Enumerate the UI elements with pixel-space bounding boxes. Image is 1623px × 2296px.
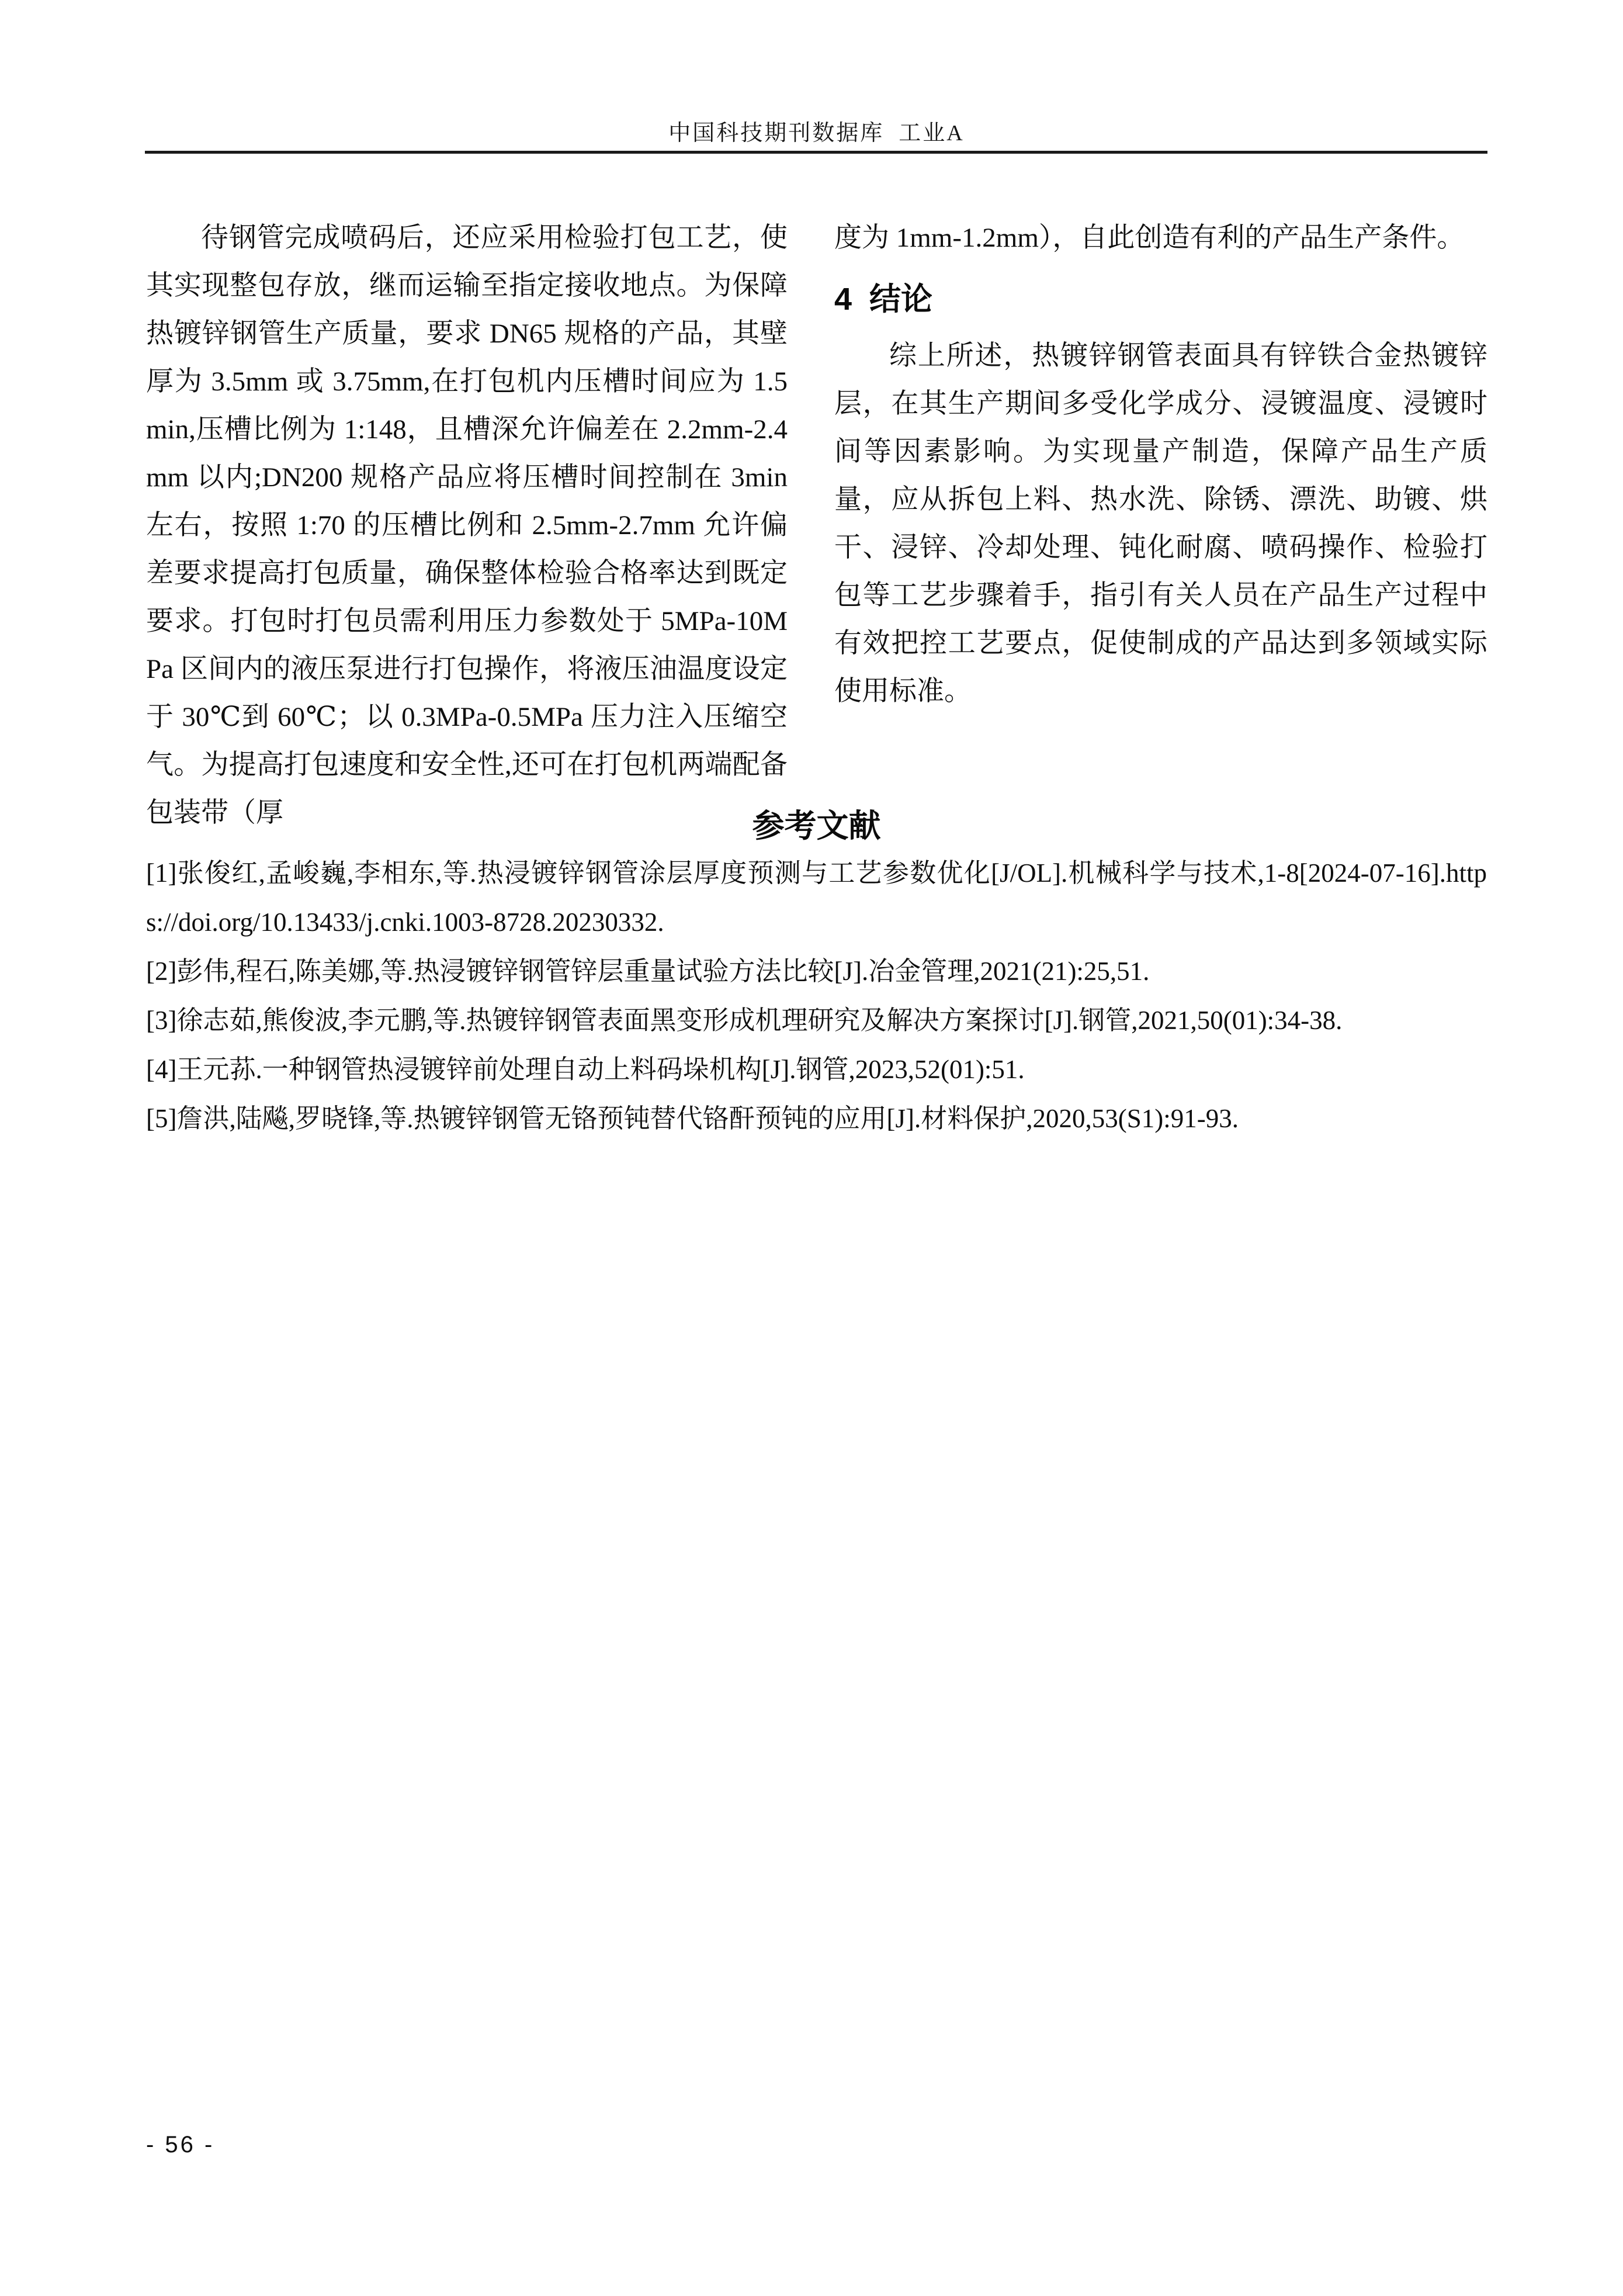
references-list [146,849,1487,1143]
reference-item: [5]詹洪,陆飚,罗晓锋,等.热镀锌钢管无铬预钝替代铬酐预钝的应用[J].材料保护,2020,53(S1):91-93. [146,1104,1239,1133]
reference-item: [2]彭伟,程石,陈美娜,等.热浸镀锌钢管锌层重量试验方法比较[J].冶金管理,2021(21):25,51. [146,957,1150,986]
reference-item: [1]张俊红,孟峻巍,李相东,等.热浸镀锌钢管涂层厚度预测与工艺参数优化[J/OL].机械科学与技术,1-8[2024-07-16].https://doi.org/10.13433/j.cnki.1003-8728.20230332. [146,858,1487,937]
conclusion-paragraph: 综上所述，热镀锌钢管表面具有锌铁合金热镀锌层，在其生产期间多受化学成分、浸镀温度、浸镀时间等因素影响。为实现量产制造，保障产品生产质量，应从拆包上料、热水洗、除锈、漂洗、助镀、烘干、浸锌、冷却处理、钝化耐腐、喷码操作、检验打包等工艺步骤着手，指引有关人员在产品生产过程中有效把控工艺要点，促使制成的产品达到多领域实际使用标准。 [834,341,1487,707]
reference-item: [4]王元荪.一种钢管热浸镀锌前处理自动上料码垛机构[J].钢管,2023,52(01):51. [146,1055,1025,1084]
conclusion-section-heading: 4 结论 [834,282,933,317]
left-column [146,214,788,837]
reference-item: [3]徐志茹,熊俊波,李元鹏,等.热镀锌钢管表面黑变形成机理研究及解决方案探讨[J].钢管,2021,50(01):34-38. [146,1006,1343,1035]
right-column [834,214,1487,715]
right-column-continuation: 度为 1mm-1.2mm），自此创造有利的产品生产条件。 [834,223,1465,253]
page-number: - 56 - [146,2132,215,2158]
references-heading: 参考文献 [752,808,881,844]
left-column-paragraph: 待钢管完成喷码后，还应采用检验打包工艺，使其实现整包存放，继而运输至指定接收地点。为保障热镀锌钢管生产质量，要求 DN65 规格的产品，其壁厚为 3.5mm 或 3.75mm,在打包机内压槽时间应为 1.5min,压槽比例为 1:148，且槽深允许偏差在 2.2mm-2.4mm 以内;DN200 规格产品应将压槽时间控制在 3min 左右，按照 1:70 的压槽比例和 2.5mm-2.7mm 允许偏差要求提高打包质量，确保整体检验合格率达到既定要求。打包时打包员需利用压力参数处于 5MPa-10MPa 区间内的液压泵进行打包操作，将液压油温度设定于 30℃到 60℃；以 0.3MPa-0.5MPa 压力注入压缩空气。为提高打包速度和安全性,还可在打包机两端配备包装带（厚 [146,223,788,828]
header-rule [145,151,1487,154]
journal-header: 中国科技期刊数据库 工业A [668,121,965,146]
